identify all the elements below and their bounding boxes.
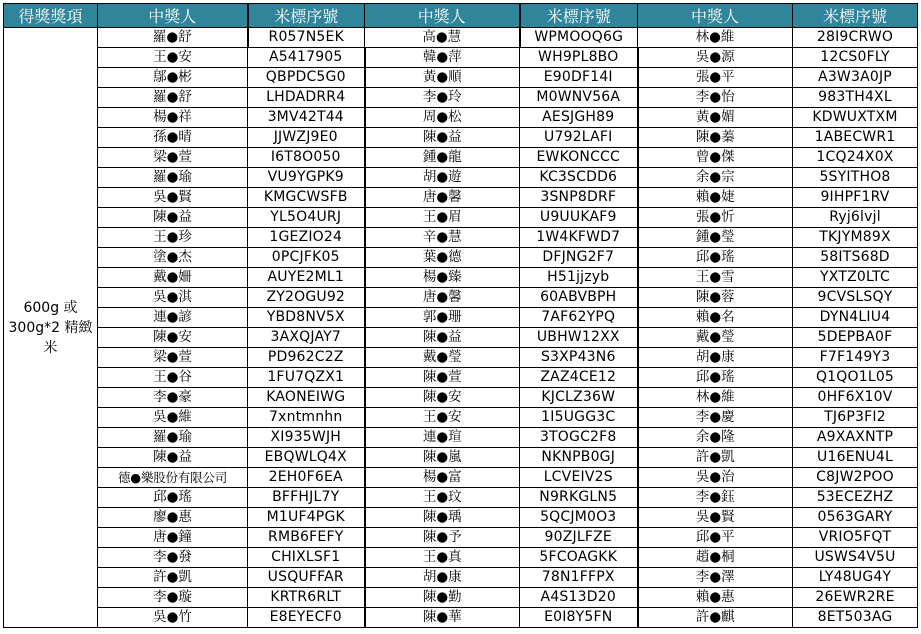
- header-row: [4, 4, 918, 28]
- serial-code-cell: Ryj6lvjl: [793, 208, 918, 228]
- table-row: [4, 528, 918, 548]
- serial-code-cell: VU9YGPK9: [248, 168, 365, 188]
- winner-name-cell: 陳●益: [365, 128, 520, 148]
- serial-code-cell: 3SNP8DRF: [520, 188, 638, 208]
- table-row: [4, 308, 918, 328]
- serial-code-cell: 983TH4XL: [793, 88, 918, 108]
- table-row: [4, 168, 918, 188]
- winner-name-cell: 德●樂股份有限公司: [98, 468, 248, 488]
- winner-name-cell: 許●麒: [638, 608, 793, 628]
- serial-code-cell: U792LAFI: [520, 128, 638, 148]
- winner-name-cell: 賴●惠: [638, 588, 793, 608]
- table-row: [4, 508, 918, 528]
- serial-code-cell: 7xntmnhn: [248, 408, 365, 428]
- header-winner-1: 中獎人: [98, 4, 248, 28]
- winner-name-cell: 郭●珊: [365, 308, 520, 328]
- serial-code-cell: 26EWR2RE: [793, 588, 918, 608]
- winner-name-cell: 吳●賢: [638, 508, 793, 528]
- serial-code-cell: EBQWLQ4X: [248, 448, 365, 468]
- serial-code-cell: E0I8Y5FN: [520, 608, 638, 628]
- serial-code-cell: 0PCJFK05: [248, 248, 365, 268]
- serial-code-cell: 1FU7QZX1: [248, 368, 365, 388]
- winner-name-cell: 陳●嵐: [365, 448, 520, 468]
- table-row: [4, 488, 918, 508]
- table-row: [4, 468, 918, 488]
- winner-name-cell: 連●諺: [98, 308, 248, 328]
- winner-name-cell: 陳●蓁: [638, 128, 793, 148]
- header-winner-3: 中獎人: [638, 4, 793, 28]
- winner-name-cell: 辛●慧: [365, 228, 520, 248]
- winner-name-cell: 吳●源: [638, 48, 793, 68]
- winner-name-cell: 張●忻: [638, 208, 793, 228]
- winner-name-cell: 余●隆: [638, 428, 793, 448]
- prize-item-cell: 600g 或 300g*2 精緻米: [4, 28, 98, 628]
- serial-code-cell: A9XAXNTP: [793, 428, 918, 448]
- winner-name-cell: 葉●德: [365, 248, 520, 268]
- serial-code-cell: LCVEIV2S: [520, 468, 638, 488]
- winner-name-cell: 林●維: [638, 28, 793, 48]
- table-row: [4, 148, 918, 168]
- winner-name-cell: 李●發: [98, 548, 248, 568]
- header-serial-1: 米標序號: [248, 4, 365, 28]
- winner-name-cell: 楊●富: [365, 468, 520, 488]
- serial-code-cell: NKNPB0GJ: [520, 448, 638, 468]
- serial-code-cell: AUYE2ML1: [248, 268, 365, 288]
- serial-code-cell: 1CQ24X0X: [793, 148, 918, 168]
- winner-name-cell: 唐●馨: [365, 288, 520, 308]
- serial-code-cell: C8JW2POO: [793, 468, 918, 488]
- winner-name-cell: 高●慧: [365, 28, 520, 48]
- winner-name-cell: 連●瑄: [365, 428, 520, 448]
- serial-code-cell: YXTZ0LTC: [793, 268, 918, 288]
- serial-code-cell: TJ6P3FI2: [793, 408, 918, 428]
- serial-code-cell: WH9PL8BO: [520, 48, 638, 68]
- winner-name-cell: 陳●勤: [365, 588, 520, 608]
- table-row: [4, 608, 918, 628]
- serial-code-cell: E8EYECF0: [248, 608, 365, 628]
- winner-name-cell: 王●珍: [98, 228, 248, 248]
- serial-code-cell: F7F149Y3: [793, 348, 918, 368]
- serial-code-cell: 5DEPBA0F: [793, 328, 918, 348]
- winner-name-cell: 余●宗: [638, 168, 793, 188]
- winner-name-cell: 梁●萱: [98, 148, 248, 168]
- winner-name-cell: 賴●婕: [638, 188, 793, 208]
- winner-name-cell: 唐●鐘: [98, 528, 248, 548]
- table-row: [4, 68, 918, 88]
- serial-code-cell: 1ABECWR1: [793, 128, 918, 148]
- serial-code-cell: DYN4LIU4: [793, 308, 918, 328]
- table-row: [4, 208, 918, 228]
- winner-name-cell: 邱●瑤: [98, 488, 248, 508]
- table-row: [4, 288, 918, 308]
- winner-name-cell: 趙●桐: [638, 548, 793, 568]
- winner-name-cell: 王●玟: [365, 488, 520, 508]
- winner-name-cell: 曾●傑: [638, 148, 793, 168]
- serial-code-cell: 28I9CRWO: [793, 28, 918, 48]
- winner-name-cell: 陳●安: [365, 388, 520, 408]
- winner-name-cell: 李●鈺: [638, 488, 793, 508]
- serial-code-cell: TKJYM89X: [793, 228, 918, 248]
- winner-name-cell: 唐●馨: [365, 188, 520, 208]
- winner-name-cell: 王●雪: [638, 268, 793, 288]
- serial-code-cell: 0563GARY: [793, 508, 918, 528]
- serial-code-cell: 3MV42T44: [248, 108, 365, 128]
- winner-name-cell: 鍾●瑩: [638, 228, 793, 248]
- serial-code-cell: U16ENU4L: [793, 448, 918, 468]
- serial-code-cell: AESJGH89: [520, 108, 638, 128]
- serial-code-cell: LHDADRR4: [248, 88, 365, 108]
- serial-code-cell: VRIO5FQT: [793, 528, 918, 548]
- table-row: [4, 128, 918, 148]
- winner-name-cell: 胡●康: [365, 568, 520, 588]
- serial-code-cell: KJCLZ36W: [520, 388, 638, 408]
- winner-name-cell: 梁●萱: [98, 348, 248, 368]
- winner-name-cell: 塗●杰: [98, 248, 248, 268]
- winner-name-cell: 邱●瑤: [638, 248, 793, 268]
- serial-code-cell: KDWUXTXM: [793, 108, 918, 128]
- table-row: [4, 88, 918, 108]
- table-row: [4, 188, 918, 208]
- serial-code-cell: 8ET503AG: [793, 608, 918, 628]
- serial-code-cell: 90ZJLFZE: [520, 528, 638, 548]
- winner-name-cell: 鍾●龍: [365, 148, 520, 168]
- winner-name-cell: 李●澤: [638, 568, 793, 588]
- winners-table-wrapper: [3, 3, 918, 628]
- winner-name-cell: 黃●媚: [638, 108, 793, 128]
- winner-name-cell: 羅●舒: [98, 88, 248, 108]
- winner-name-cell: 吳●維: [98, 408, 248, 428]
- serial-code-cell: WPMOOQ6G: [520, 28, 638, 48]
- winner-name-cell: 邱●平: [638, 528, 793, 548]
- winner-name-cell: 李●豪: [98, 388, 248, 408]
- serial-code-cell: PD962C2Z: [248, 348, 365, 368]
- serial-code-cell: M1UF4PGK: [248, 508, 365, 528]
- table-row: [4, 448, 918, 468]
- serial-code-cell: CHIXLSF1: [248, 548, 365, 568]
- table-row: [4, 548, 918, 568]
- winner-name-cell: 吳●賢: [98, 188, 248, 208]
- serial-code-cell: KAONEIWG: [248, 388, 365, 408]
- winner-name-cell: 邱●瑤: [638, 368, 793, 388]
- winner-name-cell: 陳●予: [365, 528, 520, 548]
- winner-name-cell: 羅●瑜: [98, 168, 248, 188]
- winners-table: [3, 3, 918, 628]
- winner-name-cell: 陳●華: [365, 608, 520, 628]
- table-row: [4, 348, 918, 368]
- winner-name-cell: 陳●安: [98, 328, 248, 348]
- winner-name-cell: 李●璇: [98, 588, 248, 608]
- winner-name-cell: 楊●臻: [365, 268, 520, 288]
- serial-code-cell: LY48UG4Y: [793, 568, 918, 588]
- serial-code-cell: KRTR6RLT: [248, 588, 365, 608]
- winner-name-cell: 陳●益: [98, 208, 248, 228]
- winner-name-cell: 李●怡: [638, 88, 793, 108]
- serial-code-cell: 2EH0F6EA: [248, 468, 365, 488]
- winner-name-cell: 許●凱: [98, 568, 248, 588]
- serial-code-cell: A3W3A0JP: [793, 68, 918, 88]
- serial-code-cell: U9UUKAF9: [520, 208, 638, 228]
- winner-name-cell: 王●安: [365, 408, 520, 428]
- header-serial-2: 米標序號: [520, 4, 638, 28]
- serial-code-cell: 3AXQJAY7: [248, 328, 365, 348]
- table-row: [4, 408, 918, 428]
- winner-name-cell: 陳●瑀: [365, 508, 520, 528]
- table-row: [4, 228, 918, 248]
- winner-name-cell: 胡●康: [638, 348, 793, 368]
- winner-name-cell: 李●慶: [638, 408, 793, 428]
- serial-code-cell: 0HF6X10V: [793, 388, 918, 408]
- header-winner-2: 中獎人: [365, 4, 520, 28]
- winner-name-cell: 王●真: [365, 548, 520, 568]
- table-row: [4, 588, 918, 608]
- serial-code-cell: 3TOGC2F8: [520, 428, 638, 448]
- serial-code-cell: Q1QO1L05: [793, 368, 918, 388]
- serial-code-cell: 9IHPF1RV: [793, 188, 918, 208]
- winner-name-cell: 廖●惠: [98, 508, 248, 528]
- serial-code-cell: 5SYITHO8: [793, 168, 918, 188]
- table-row: [4, 368, 918, 388]
- serial-code-cell: KC3SCDD6: [520, 168, 638, 188]
- serial-code-cell: N9RKGLN5: [520, 488, 638, 508]
- serial-code-cell: 9CVSLSQY: [793, 288, 918, 308]
- serial-code-cell: R057N5EK: [248, 28, 365, 48]
- winner-name-cell: 孫●晴: [98, 128, 248, 148]
- winner-name-cell: 胡●遊: [365, 168, 520, 188]
- serial-code-cell: 53ECEZHZ: [793, 488, 918, 508]
- serial-code-cell: A5417905: [248, 48, 365, 68]
- winner-name-cell: 賴●名: [638, 308, 793, 328]
- serial-code-cell: 1W4KFWD7: [520, 228, 638, 248]
- winner-name-cell: 陳●益: [98, 448, 248, 468]
- winner-name-cell: 羅●舒: [98, 28, 248, 48]
- serial-code-cell: E90DF14I: [520, 68, 638, 88]
- serial-code-cell: A4S13D20: [520, 588, 638, 608]
- table-row: [4, 268, 918, 288]
- serial-code-cell: YL5O4URJ: [248, 208, 365, 228]
- winner-name-cell: 戴●瑩: [638, 328, 793, 348]
- winner-name-cell: 周●松: [365, 108, 520, 128]
- winner-name-cell: 陳●蓉: [638, 288, 793, 308]
- serial-code-cell: QBPDC5G0: [248, 68, 365, 88]
- winner-name-cell: 吳●治: [638, 468, 793, 488]
- serial-code-cell: USQUFFAR: [248, 568, 365, 588]
- table-row: [4, 28, 918, 48]
- table-row: [4, 248, 918, 268]
- table-row: [4, 428, 918, 448]
- winner-name-cell: 韓●萍: [365, 48, 520, 68]
- serial-code-cell: 7AF62YPQ: [520, 308, 638, 328]
- serial-code-cell: S3XP43N6: [520, 348, 638, 368]
- winner-name-cell: 楊●祥: [98, 108, 248, 128]
- table-row: [4, 328, 918, 348]
- winner-name-cell: 羅●瑜: [98, 428, 248, 448]
- winner-name-cell: 黃●順: [365, 68, 520, 88]
- serial-code-cell: ZAZ4CE12: [520, 368, 638, 388]
- winners-table-body: [4, 28, 918, 628]
- serial-code-cell: ZY2OGU92: [248, 288, 365, 308]
- serial-code-cell: 5FCOAGKK: [520, 548, 638, 568]
- serial-code-cell: 1GEZIO24: [248, 228, 365, 248]
- serial-code-cell: 12CS0FLY: [793, 48, 918, 68]
- winner-name-cell: 吳●淇: [98, 288, 248, 308]
- header-prize-item: 得獎獎項: [4, 4, 98, 28]
- serial-code-cell: 58ITS68D: [793, 248, 918, 268]
- serial-code-cell: RMB6FEFY: [248, 528, 365, 548]
- winner-name-cell: 王●安: [98, 48, 248, 68]
- serial-code-cell: M0WNV56A: [520, 88, 638, 108]
- serial-code-cell: H51jjzyb: [520, 268, 638, 288]
- winner-name-cell: 陳●益: [365, 328, 520, 348]
- serial-code-cell: JJWZJ9E0: [248, 128, 365, 148]
- serial-code-cell: 60ABVBPH: [520, 288, 638, 308]
- winner-name-cell: 王●谷: [98, 368, 248, 388]
- table-row: [4, 108, 918, 128]
- winner-name-cell: 李●玲: [365, 88, 520, 108]
- winner-name-cell: 戴●姍: [98, 268, 248, 288]
- winner-name-cell: 王●眉: [365, 208, 520, 228]
- serial-code-cell: 5QCJM0O3: [520, 508, 638, 528]
- header-serial-3: 米標序號: [793, 4, 918, 28]
- serial-code-cell: XI935WJH: [248, 428, 365, 448]
- serial-code-cell: BFFHJL7Y: [248, 488, 365, 508]
- serial-code-cell: 78N1FFPX: [520, 568, 638, 588]
- winner-name-cell: 張●平: [638, 68, 793, 88]
- serial-code-cell: USWS4V5U: [793, 548, 918, 568]
- table-row: [4, 568, 918, 588]
- serial-code-cell: UBHW12XX: [520, 328, 638, 348]
- serial-code-cell: DFJNG2F7: [520, 248, 638, 268]
- serial-code-cell: I6T8O050: [248, 148, 365, 168]
- winner-name-cell: 鄔●彬: [98, 68, 248, 88]
- table-row: [4, 48, 918, 68]
- serial-code-cell: YBD8NV5X: [248, 308, 365, 328]
- winner-name-cell: 吳●竹: [98, 608, 248, 628]
- winner-name-cell: 林●維: [638, 388, 793, 408]
- table-row: [4, 388, 918, 408]
- serial-code-cell: KMGCWSFB: [248, 188, 365, 208]
- serial-code-cell: 1I5UGG3C: [520, 408, 638, 428]
- winner-name-cell: 戴●瑩: [365, 348, 520, 368]
- winner-name-cell: 陳●萱: [365, 368, 520, 388]
- serial-code-cell: EWKONCCC: [520, 148, 638, 168]
- winner-name-cell: 許●凱: [638, 448, 793, 468]
